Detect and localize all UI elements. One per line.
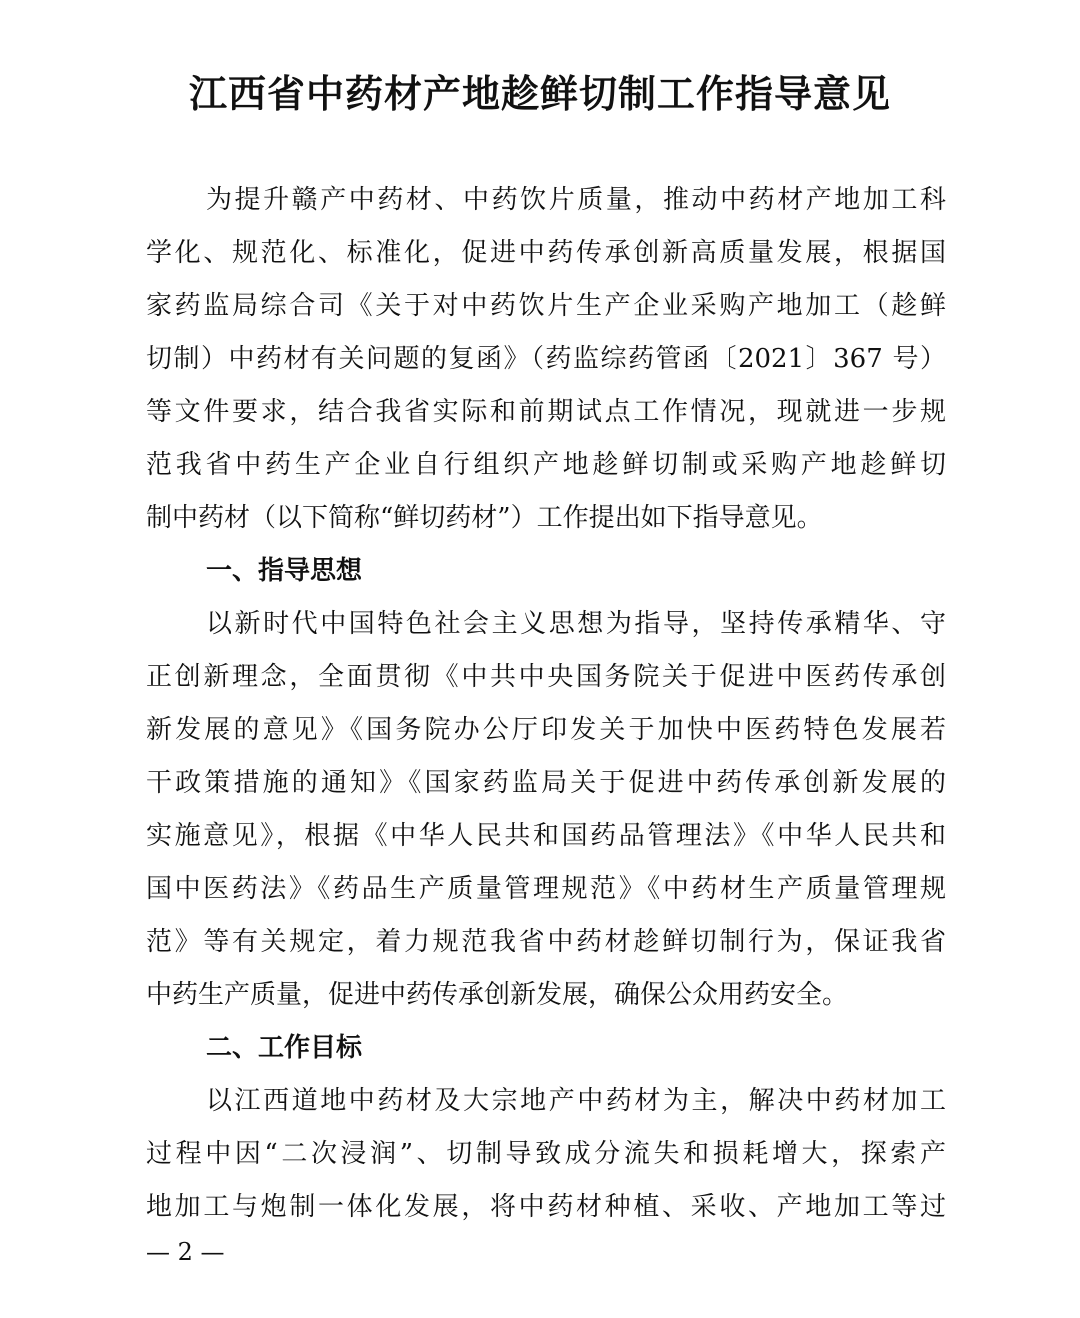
- document-title: 江西省中药材产地趁鲜切制工作指导意见: [188, 72, 891, 116]
- paragraph-line: 实施意见》，根据《中华人民共和国药品管理法》《中华人民共和: [146, 821, 946, 851]
- paragraph-line: 以江西道地中药材及大宗地产中药材为主，解决中药材加工: [206, 1086, 946, 1116]
- paragraph-line: 以新时代中国特色社会主义思想为指导，坚持传承精华、守: [206, 609, 946, 639]
- paragraph-line: 学化、规范化、标准化，促进中药传承创新高质量发展，根据国: [146, 238, 946, 268]
- paragraph-line: 国中医药法》《药品生产质量管理规范》《中药材生产质量管理规: [146, 874, 946, 904]
- paragraph-line: 新发展的意见》《国务院办公厅印发关于加快中医药特色发展若: [146, 715, 946, 745]
- paragraph-line: 制中药材（以下简称“鲜切药材”）工作提出如下指导意见。: [146, 503, 823, 533]
- paragraph-line: 范我省中药生产企业自行组织产地趁鲜切制或采购产地趁鲜切: [146, 450, 946, 480]
- paragraph-line: 等文件要求，结合我省实际和前期试点工作情况，现就进一步规: [146, 397, 946, 427]
- paragraph-line: 过程中因“二次浸润”、切制导致成分流失和损耗增大，探索产: [146, 1139, 946, 1169]
- paragraph-line: 地加工与炮制一体化发展，将中药材种植、采收、产地加工等过: [146, 1192, 946, 1222]
- paragraph-line: 切制）中药材有关问题的复函》（药监综药管函〔2021〕367 号）: [146, 344, 946, 374]
- paragraph-line: 家药监局综合司《关于对中药饮片生产企业采购产地加工（趁鲜: [146, 291, 946, 321]
- section-heading: 一、指导思想: [206, 556, 363, 586]
- paragraph-line: 范》等有关规定，着力规范我省中药材趁鲜切制行为，保证我省: [146, 927, 946, 957]
- paragraph-line: 干政策措施的通知》《国家药监局关于促进中药传承创新发展的: [146, 768, 946, 798]
- paragraph-line: 正创新理念，全面贯彻《中共中央国务院关于促进中医药传承创: [146, 662, 946, 692]
- section-heading: 二、工作目标: [206, 1033, 363, 1063]
- page-number: — 2 —: [146, 1238, 225, 1266]
- paragraph-line: 中药生产质量，促进中药传承创新发展，确保公众用药安全。: [146, 980, 849, 1010]
- paragraph-line: 为提升赣产中药材、中药饮片质量，推动中药材产地加工科: [206, 185, 946, 215]
- document-body: [146, 174, 946, 1234]
